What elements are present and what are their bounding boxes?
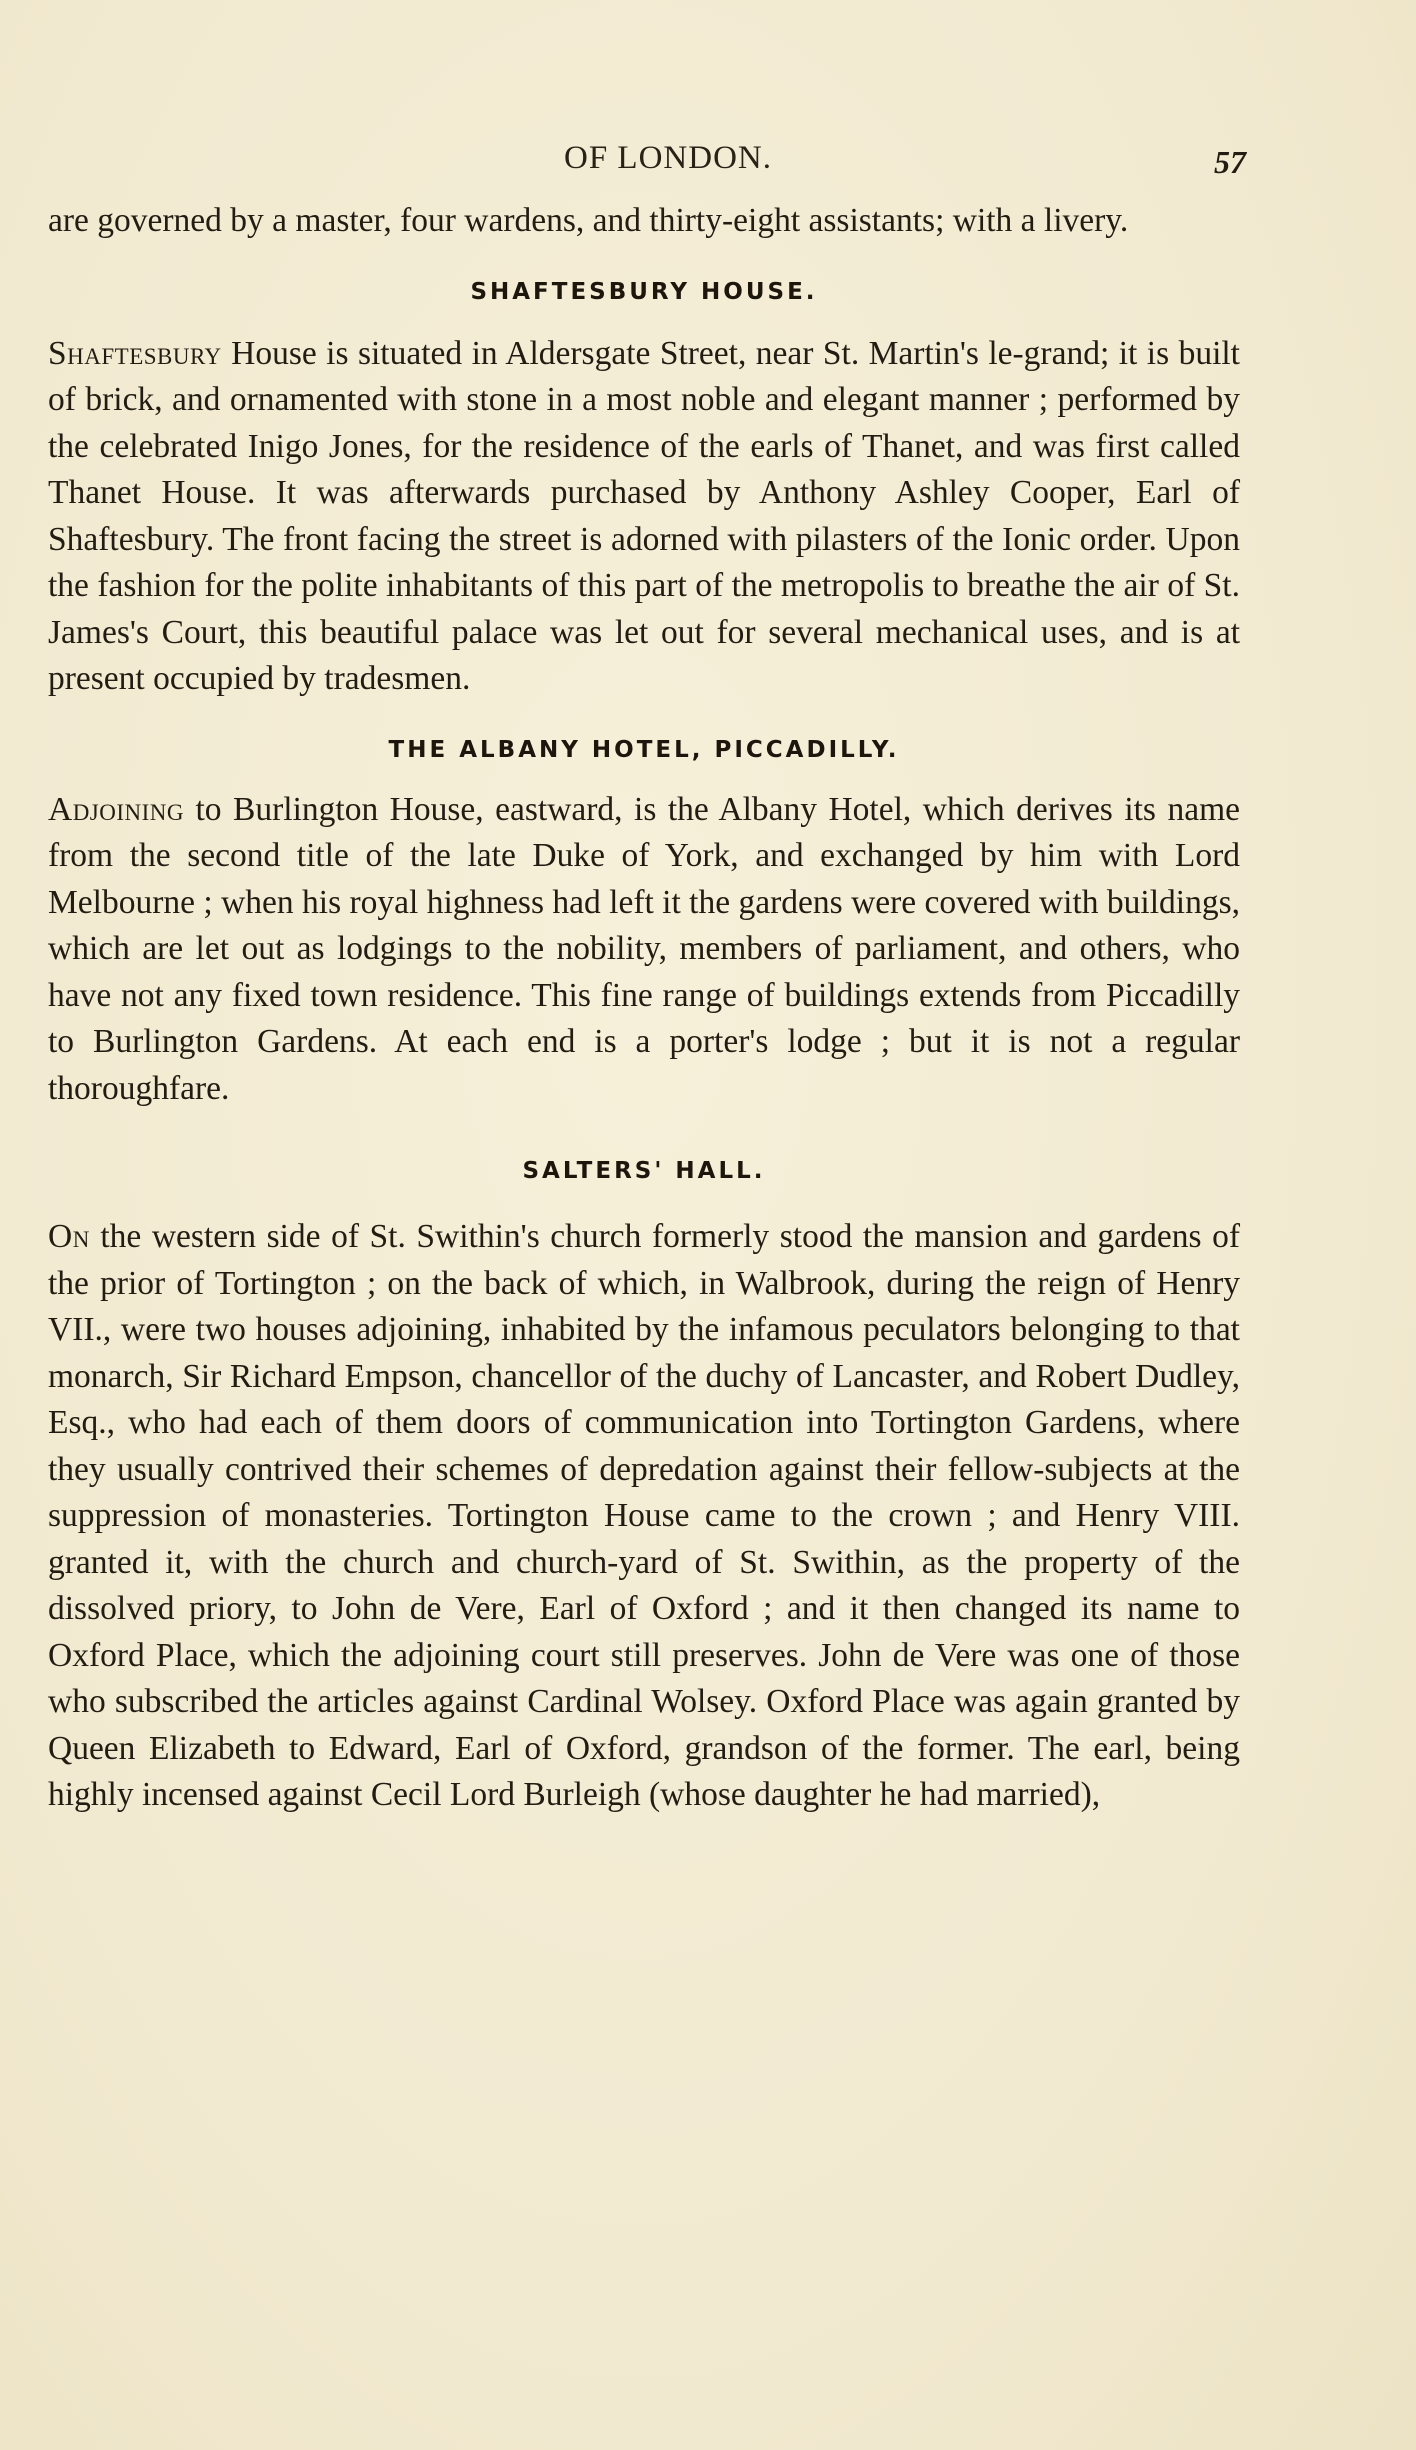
paragraph-shaftesbury-house	[48, 331, 1240, 703]
page-number: 57	[1214, 144, 1246, 180]
paragraph-salters-hall	[48, 1214, 1240, 1819]
lead-word: On	[48, 1218, 90, 1255]
paragraph-text: House is situated in Aldersgate Street, near St. Martin's le-grand; it is built of brick, and ornamented with stone in a most noble and elegant manner ; performed by the celebrated Inigo Jones, for the residence of the earls of Thanet, and was first called Thanet House. It was afterwards purchased by Anthony Ashley Cooper, Earl of Shaftesbury. The front facing the street is adorned with pilasters of the Ionic order. Upon the fashion for the polite inhabitants of this part of the metropolis to breathe the air of St. James's Court, this beautiful palace was let out for several mechanical uses, and is at present occupied by tradesmen.	[48, 334, 1240, 697]
page-header	[0, 140, 1416, 190]
paragraph-text: to Burlington House, eastward, is the Albany Hotel, which derives its name from the second title of the late Duke of York, and exchanged by him with Lord Melbourne ; when his royal highness had left it the gardens were covered with buildings, which are let out as lodgings to the nobility, members of parliament, and others, who have not any fixed town residence. This fine range of buildings extends from Piccadilly to Burlington Gardens. At each end is a porter's lodge ; but it is not a regular thoroughfare.	[48, 790, 1240, 1107]
paragraph-albany-hotel	[48, 787, 1240, 1113]
lead-word: Adjoining	[48, 790, 185, 828]
text-body	[48, 198, 1240, 1819]
lead-word: Shaftesbury	[48, 334, 222, 372]
section-heading-salters-hall: SALTERS' HALL.	[522, 1158, 766, 1184]
running-title: OF LONDON.	[564, 140, 772, 176]
paragraph-text: the western side of St. Swithin's church formerly stood the mansion and gardens of the prior of Tortington ; on the back of which, in Walbrook, during the reign of Henry VII., were two houses adjoining, inhabited by the infamous peculators belonging to that monarch, Sir Richard Empson, chancellor of the duchy of Lancaster, and Robert Dudley, Esq., who had each of them doors of communication into Tortington Gardens, where they usually contrived their schemes of depredation against their fellow-subjects at the suppression of monasteries. Tortington House came to the crown ; and Henry VIII. granted it, with the church and church-yard of St. Swithin, as the property of the dissolved priory, to John de Vere, Earl of Oxford ; and it then changed its name to Oxford Place, which the adjoining court still preserves. John de Vere was one of those who subscribed the articles against Cardinal Wolsey. Oxford Place was again granted by Queen Elizabeth to Edward, Earl of Oxford, grandson of the former. The earl, being highly incensed against Cecil Lord Burleigh (whose daughter he had married),	[48, 1218, 1240, 1813]
section-heading-albany-hotel: THE ALBANY HOTEL, PICCADILLY.	[388, 736, 900, 763]
continued-paragraph: are governed by a master, four wardens, and thirty-eight assistants; with a livery.	[48, 202, 1129, 239]
section-heading-shaftesbury-house: SHAFTESBURY HOUSE.	[470, 278, 818, 305]
